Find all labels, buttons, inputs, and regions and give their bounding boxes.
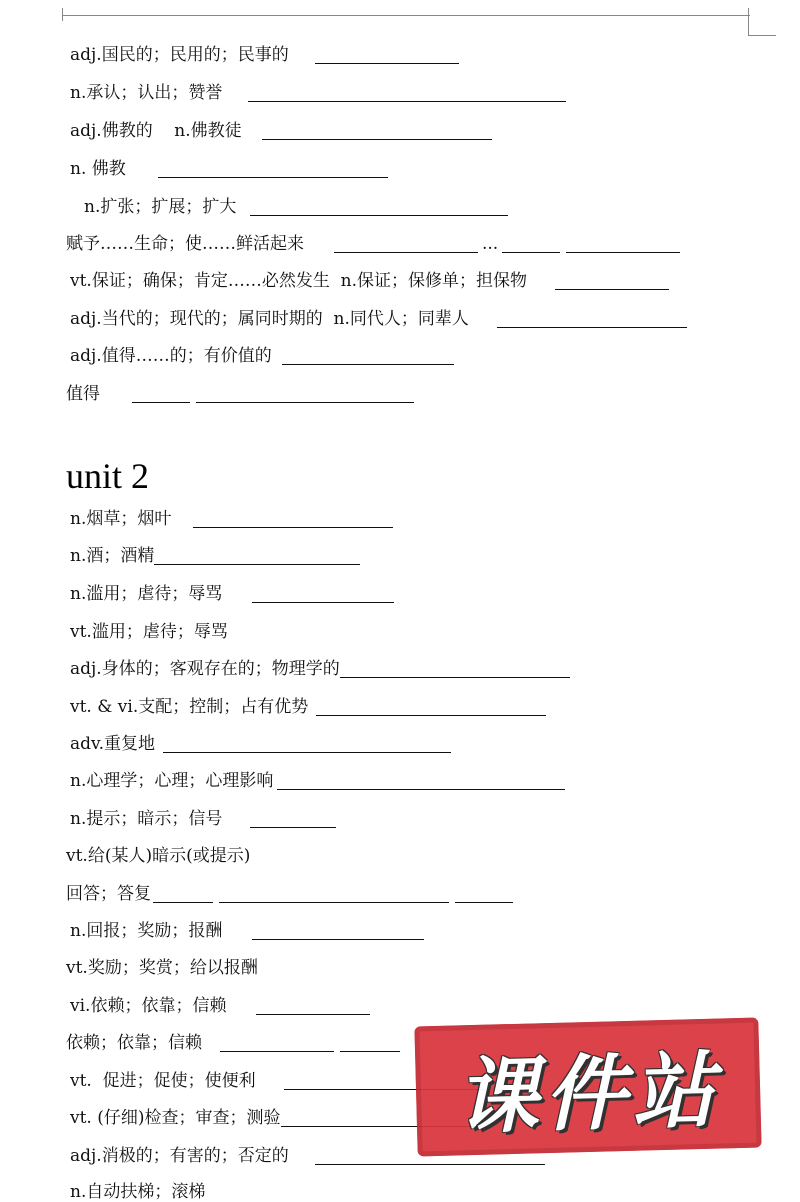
answer-blank[interactable] xyxy=(555,273,669,290)
answer-blank[interactable] xyxy=(163,736,451,753)
vocab-row xyxy=(70,45,459,65)
unit-heading: unit 2 xyxy=(66,456,150,496)
answer-blank[interactable] xyxy=(316,699,546,716)
vocab-row xyxy=(70,83,566,103)
row-definition: n.承认；认出；赞誉 xyxy=(70,83,223,103)
vocab-row xyxy=(66,384,414,404)
vocab-row xyxy=(70,659,570,679)
page-corner-mark-left xyxy=(62,8,63,21)
vocab-row xyxy=(70,346,454,366)
row-definition: n.烟草；烟叶 xyxy=(70,509,172,529)
vocab-row xyxy=(70,584,394,604)
row-definition: 依赖；依靠；信赖 xyxy=(66,1033,202,1053)
vocab-row xyxy=(70,622,228,642)
row-definition: n. 佛教 xyxy=(70,159,126,179)
vocab-row xyxy=(70,697,546,717)
answer-blank[interactable] xyxy=(248,85,566,102)
answer-blank[interactable] xyxy=(282,348,454,365)
row-definition: 赋予……生命；使……鲜活起来 xyxy=(66,234,304,254)
answer-blank[interactable] xyxy=(256,998,370,1015)
row-definition: n.回报；奖励；报酬 xyxy=(70,921,223,941)
row-definition: vt.奖励；奖赏；给以报酬 xyxy=(66,958,258,978)
vocab-row xyxy=(66,1033,400,1053)
vocab-row xyxy=(66,884,513,904)
answer-blank[interactable] xyxy=(262,123,492,140)
row-definition: n.扩张；扩展；扩大 xyxy=(84,197,237,217)
answer-blank[interactable] xyxy=(277,773,565,790)
answer-blank[interactable] xyxy=(250,199,508,216)
answer-blank[interactable] xyxy=(196,386,414,403)
page-corner-mark-right xyxy=(748,8,749,36)
answer-blank[interactable] xyxy=(250,811,336,828)
vocab-row xyxy=(66,234,680,254)
answer-blank[interactable] xyxy=(252,923,424,940)
row-definition: 回答；答复 xyxy=(66,884,151,904)
vocab-row xyxy=(84,197,508,217)
page-top-border xyxy=(62,15,750,16)
row-definition: adj.身体的；客观存在的；物理学的 xyxy=(70,659,340,679)
answer-blank[interactable] xyxy=(497,311,687,328)
row-definition: adj.消极的；有害的；否定的 xyxy=(70,1146,289,1166)
row-definition: n.提示；暗示；信号 xyxy=(70,809,223,829)
answer-blank[interactable] xyxy=(340,1035,400,1052)
vocab-row xyxy=(70,159,388,179)
answer-blank[interactable] xyxy=(340,661,570,678)
vocab-row xyxy=(70,309,687,329)
row-definition: vt.保证；确保；肯定……必然发生 n.保证；保修单；担保物 xyxy=(70,271,527,291)
vocab-row xyxy=(70,509,393,529)
row-definition: vt. (仔细)检查；审查；测验 xyxy=(70,1108,281,1128)
row-definition: n.自动扶梯；滚梯 xyxy=(70,1182,206,1202)
vocab-row xyxy=(66,846,250,866)
answer-blank[interactable] xyxy=(154,548,360,565)
answer-blank[interactable] xyxy=(334,236,478,253)
vocab-row xyxy=(66,958,258,978)
answer-blank[interactable] xyxy=(219,886,449,903)
answer-blank[interactable] xyxy=(158,161,388,178)
row-definition: n.心理学；心理；心理影响 xyxy=(70,771,274,791)
page-corner-mark-right-h xyxy=(748,35,776,36)
answer-blank[interactable] xyxy=(315,47,459,64)
answer-blank[interactable] xyxy=(502,236,560,253)
vocab-row xyxy=(70,771,565,791)
row-definition: vt. & vi.支配；控制；占有优势 xyxy=(70,697,309,717)
answer-blank[interactable] xyxy=(132,386,190,403)
row-definition: adj.值得……的；有价值的 xyxy=(70,346,272,366)
answer-blank[interactable] xyxy=(566,236,680,253)
answer-blank[interactable] xyxy=(220,1035,334,1052)
vocab-row xyxy=(70,921,424,941)
vocab-row xyxy=(70,121,492,141)
answer-blank[interactable] xyxy=(153,886,213,903)
row-definition: adj.当代的；现代的；属同时期的 n.同代人；同辈人 xyxy=(70,309,469,329)
row-definition: vt.给(某人)暗示(或提示) xyxy=(66,846,251,866)
ellipsis: ... xyxy=(482,234,499,254)
row-definition: vi.依赖；依靠；信赖 xyxy=(70,996,227,1016)
row-definition: vt.滥用；虐待；辱骂 xyxy=(70,622,228,642)
vocab-row xyxy=(70,271,669,291)
vocab-row xyxy=(70,1182,205,1202)
row-definition: adj.国民的；民用的；民事的 xyxy=(70,45,289,65)
vocab-row xyxy=(70,809,336,829)
answer-blank[interactable] xyxy=(193,511,393,528)
watermark-text: 课件站 xyxy=(454,1043,722,1145)
row-definition: n.酒；酒精 xyxy=(70,546,155,566)
answer-blank[interactable] xyxy=(252,586,394,603)
row-definition: adj.佛教的 n.佛教徒 xyxy=(70,121,242,141)
row-definition: vt. 促进；促使；使便利 xyxy=(70,1071,256,1091)
row-definition: n.滥用；虐待；辱骂 xyxy=(70,584,223,604)
watermark-stamp xyxy=(414,1018,761,1157)
vocab-row xyxy=(70,996,370,1016)
row-definition: adv.重复地 xyxy=(70,734,156,754)
vocab-row xyxy=(70,734,451,754)
vocab-row xyxy=(70,546,360,566)
answer-blank[interactable] xyxy=(455,886,513,903)
row-definition: 值得 xyxy=(66,384,100,404)
